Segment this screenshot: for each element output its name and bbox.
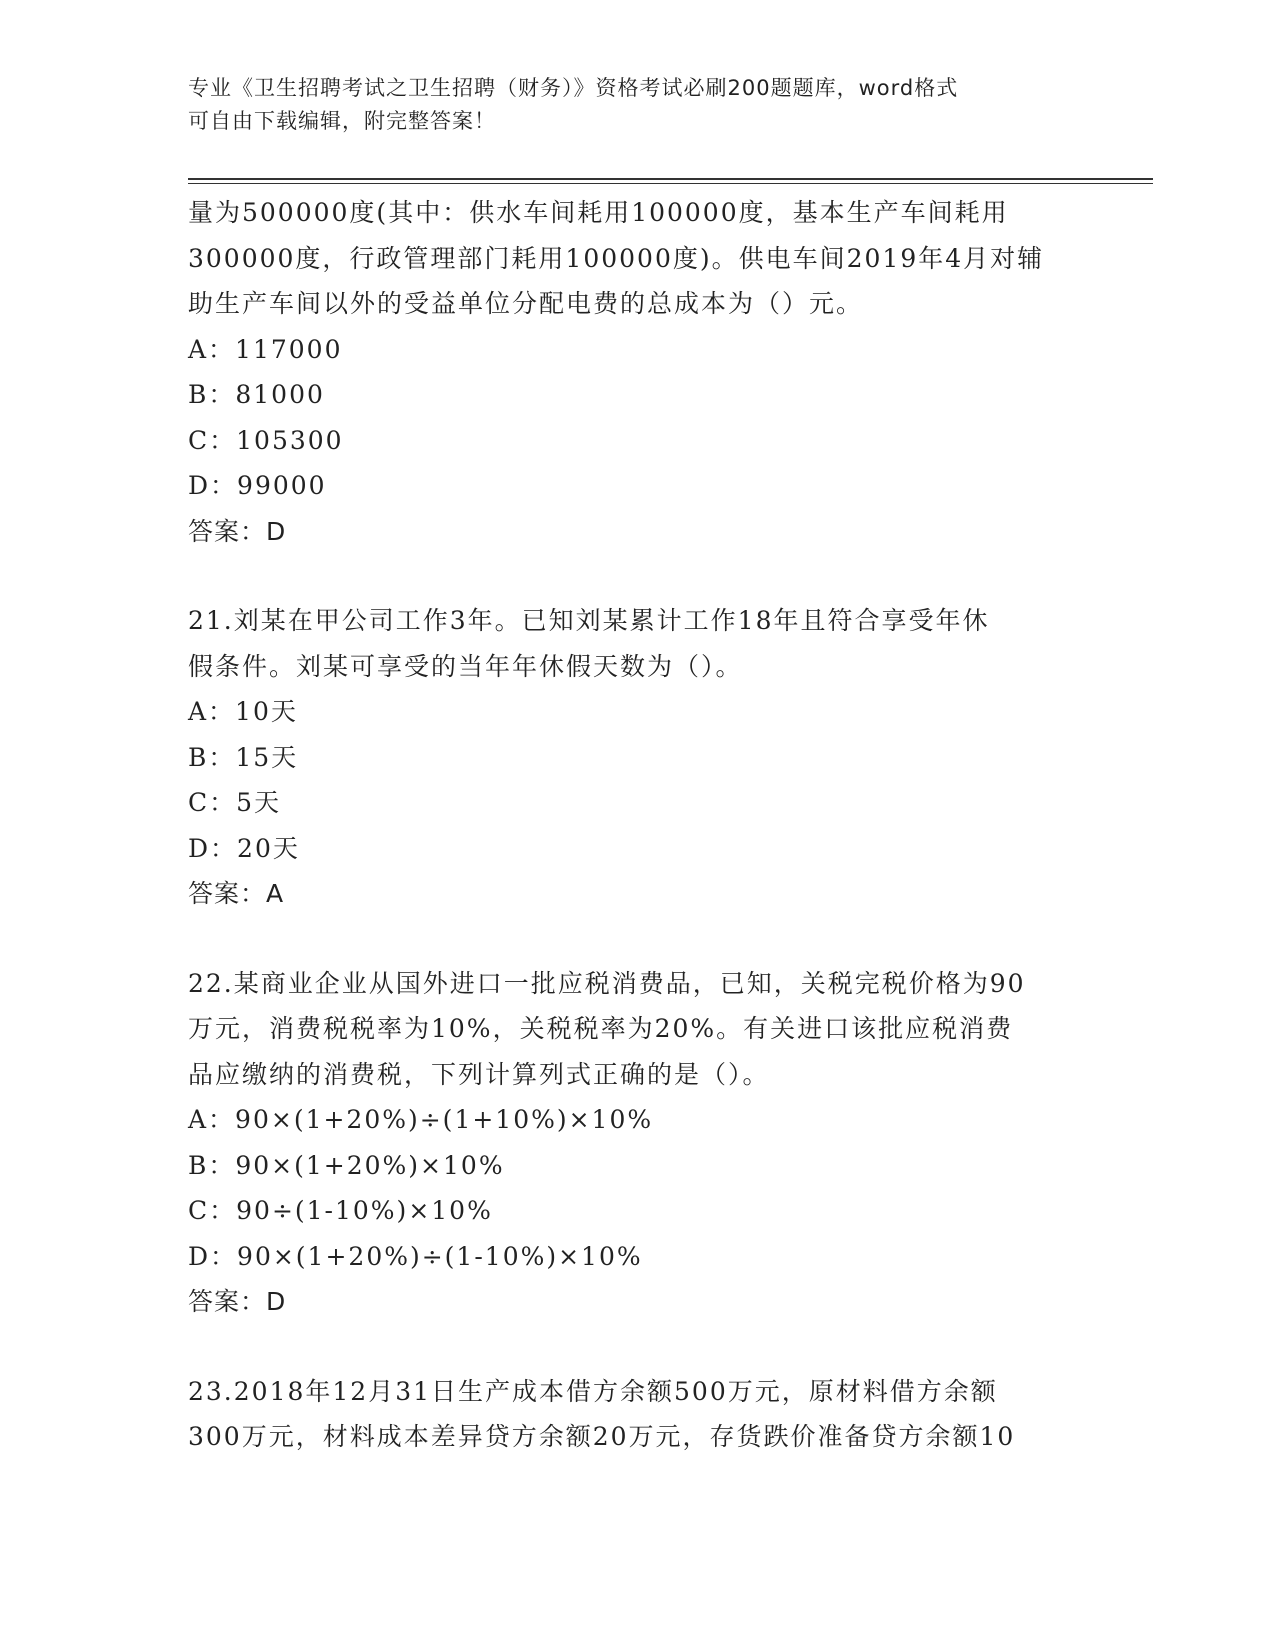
option-c: C：5天 (188, 788, 282, 817)
option-b: B：90×(1+20%)×10% (188, 1150, 505, 1180)
option-d: D：90×(1+20%)÷(1-10%)×10% (188, 1241, 643, 1271)
option-b: B：15天 (188, 742, 299, 772)
document-header (188, 72, 1068, 138)
question-22 (188, 961, 1088, 1325)
question-text-line: 万元，消费税税率为10%，关税税率为20%。有关进口该批应税消费 (188, 1014, 1014, 1043)
question-20 (188, 190, 1088, 554)
spacer (188, 1325, 1088, 1369)
answer: 答案：D (188, 1287, 287, 1316)
question-21 (188, 598, 1088, 917)
header-divider-thick (188, 178, 1153, 180)
answer: 答案：D (188, 516, 287, 546)
question-23 (188, 1369, 1088, 1460)
spacer (188, 554, 1088, 598)
spacer (188, 917, 1088, 961)
option-c: C：105300 (188, 425, 344, 455)
option-d: D：20天 (188, 833, 300, 863)
option-a: A：90×(1+20%)÷(1+10%)×10% (188, 1105, 654, 1134)
option-a: A：10天 (188, 697, 298, 726)
question-text-line: 助生产车间以外的受益单位分配电费的总成本为（）元。 (188, 289, 864, 318)
question-text-line: 21.刘某在甲公司工作3年。已知刘某累计工作18年且符合享受年休 (188, 606, 990, 635)
question-text-line: 22.某商业企业从国外进口一批应税消费品，已知，关税完税价格为90 (188, 968, 1026, 998)
question-text-line: 300万元，材料成本差异贷方余额20万元，存货跌价准备贷方余额10 (188, 1422, 1016, 1451)
question-text-line: 23.2018年12月31日生产成本借方余额500万元，原材料借方余额 (188, 1376, 998, 1406)
question-text-line: 品应缴纳的消费税，下列计算列式正确的是（）。 (188, 1059, 770, 1089)
document-body (188, 190, 1088, 1460)
option-d: D：99000 (188, 471, 327, 500)
question-text-line: 量为500000度(其中：供水车间耗用100000度，基本生产车间耗用 (188, 198, 1009, 227)
header-title-line-2: 可自由下载编辑，附完整答案！ (188, 109, 496, 133)
header-divider-thin (188, 183, 1153, 184)
header-title-line-1: 专业《卫生招聘考试之卫生招聘（财务）》资格考试必刷200题题库，word格式 (188, 76, 959, 100)
question-text-line: 假条件。刘某可享受的当年年休假天数为（）。 (188, 651, 743, 681)
option-c: C：90÷(1-10%)×10% (188, 1196, 493, 1225)
question-text-line: 300000度，行政管理部门耗用100000度)。供电车间2019年4月对辅 (188, 243, 1045, 273)
option-b: B：81000 (188, 380, 325, 409)
answer: 答案：A (188, 879, 285, 908)
option-a: A：117000 (188, 334, 343, 364)
